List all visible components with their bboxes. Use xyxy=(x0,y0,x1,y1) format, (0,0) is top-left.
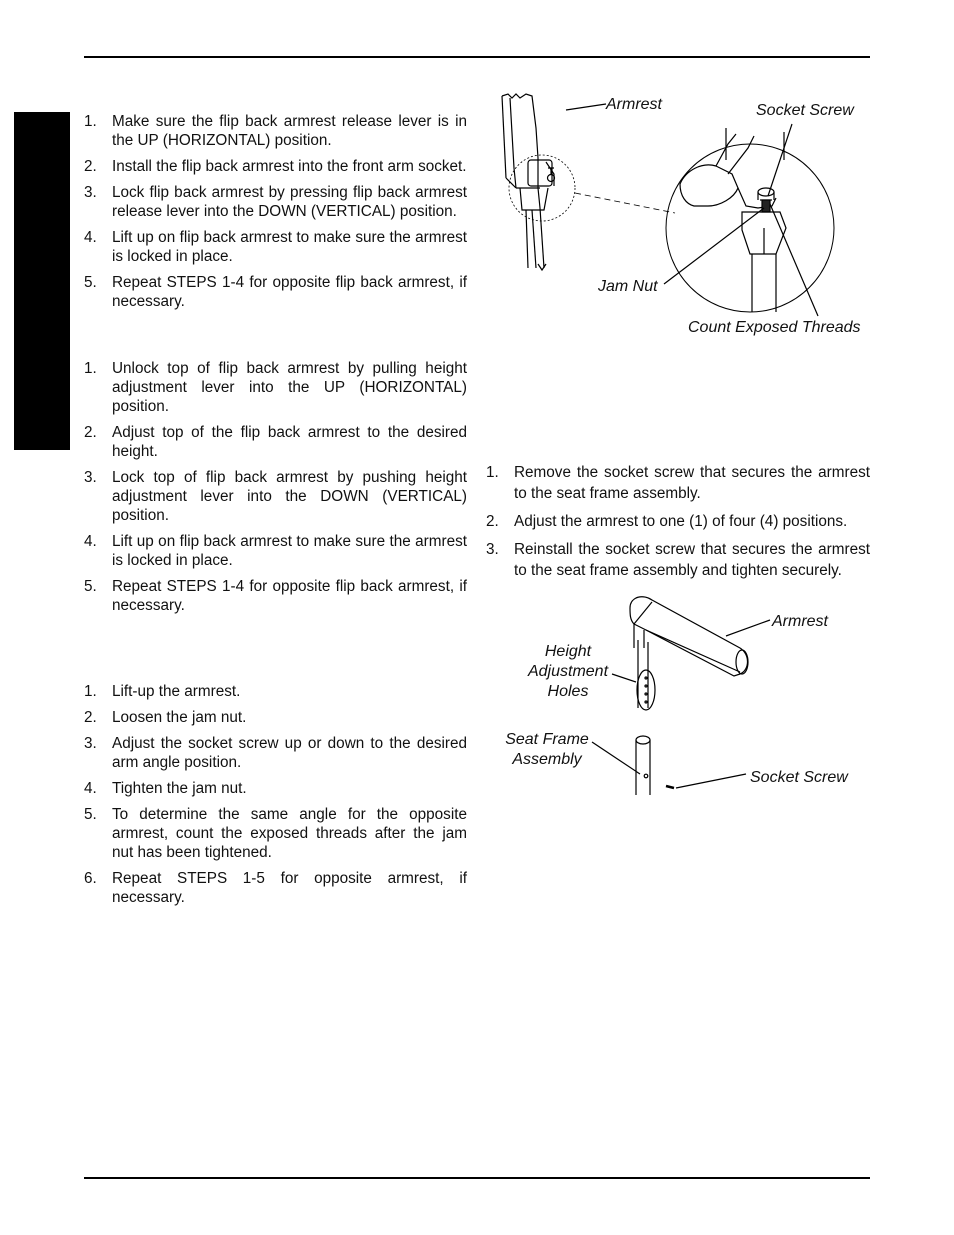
label-height-holes-line-1: Height xyxy=(544,643,592,660)
list-item: 1. Unlock top of flip back armrest by pulling height adjustment lever into the UP (HORIZONTAL) position. xyxy=(84,360,467,415)
label-height-holes-line-3: Holes xyxy=(547,683,589,700)
list-item: 1. Remove the socket screw that secures the armrest to the seat frame assembly. xyxy=(486,464,870,502)
label-height-holes-line-2: Adjustment xyxy=(527,663,609,680)
label-seat-frame-line-2: Assembly xyxy=(512,751,582,768)
list-item: 2. Install the flip back armrest into the front arm socket. xyxy=(84,158,467,175)
list-item: 3. Reinstall the socket screw that secures the armrest to the seat frame assembly and tighten securely. xyxy=(486,541,870,579)
label-seat-frame xyxy=(500,730,594,770)
list-item: 2. Adjust top of the flip back armrest to the desired height. xyxy=(84,424,467,460)
label-socket-screw: Socket Screw xyxy=(756,102,854,119)
label-seat-frame-line-1: Seat Frame xyxy=(505,731,589,748)
label-socket-screw-2: Socket Screw xyxy=(750,769,848,786)
section-a-steps xyxy=(84,112,467,318)
label-jam-nut: Jam Nut xyxy=(598,278,658,295)
list-item: 3. Adjust the socket screw up or down to the desired arm angle position. xyxy=(84,735,467,771)
list-item: 2. Loosen the jam nut. xyxy=(84,709,247,726)
list-item: 4. Lift up on flip back armrest to make sure the armrest is locked in place. xyxy=(84,229,467,265)
label-height-holes xyxy=(520,642,616,702)
bottom-rule xyxy=(84,1177,870,1179)
list-item: 4. Tighten the jam nut. xyxy=(84,780,247,797)
list-item: 1. Make sure the flip back armrest release lever is in the UP (HORIZONTAL) position. xyxy=(84,113,467,149)
top-rule xyxy=(84,56,870,58)
armrest-socket-diagram xyxy=(480,88,880,348)
list-item: 5. To determine the same angle for the opposite armrest, count the exposed threads after the jam nut has been tightened. xyxy=(84,806,467,861)
label-armrest-2: Armrest xyxy=(772,613,828,630)
section-b-steps xyxy=(84,359,467,622)
list-item: 2. Adjust the armrest to one (1) of four (4) positions. xyxy=(486,513,848,530)
list-item: 5. Repeat STEPS 1-4 for opposite flip back armrest, if necessary. xyxy=(84,578,467,614)
list-item: 5. Repeat STEPS 1-4 for opposite flip back armrest, if necessary. xyxy=(84,274,467,310)
list-item: 1. Lift-up the armrest. xyxy=(84,683,241,700)
armrest-height-diagram xyxy=(600,590,770,810)
list-item: 3. Lock flip back armrest by pressing flip back armrest release lever into the DOWN (VERTICAL) position. xyxy=(84,184,467,220)
label-count-threads: Count Exposed Threads xyxy=(688,319,861,336)
list-item: 4. Lift up on flip back armrest to make sure the armrest is locked in place. xyxy=(84,533,467,569)
label-armrest: Armrest xyxy=(606,96,662,113)
list-item: 6. Repeat STEPS 1-5 for opposite armrest, if necessary. xyxy=(84,870,467,906)
section-d-steps xyxy=(486,462,870,588)
section-tab xyxy=(14,112,70,450)
list-item: 3. Lock top of flip back armrest by pushing height adjustment lever into the DOWN (VERTICAL) position. xyxy=(84,469,467,524)
section-c-steps xyxy=(84,682,467,914)
